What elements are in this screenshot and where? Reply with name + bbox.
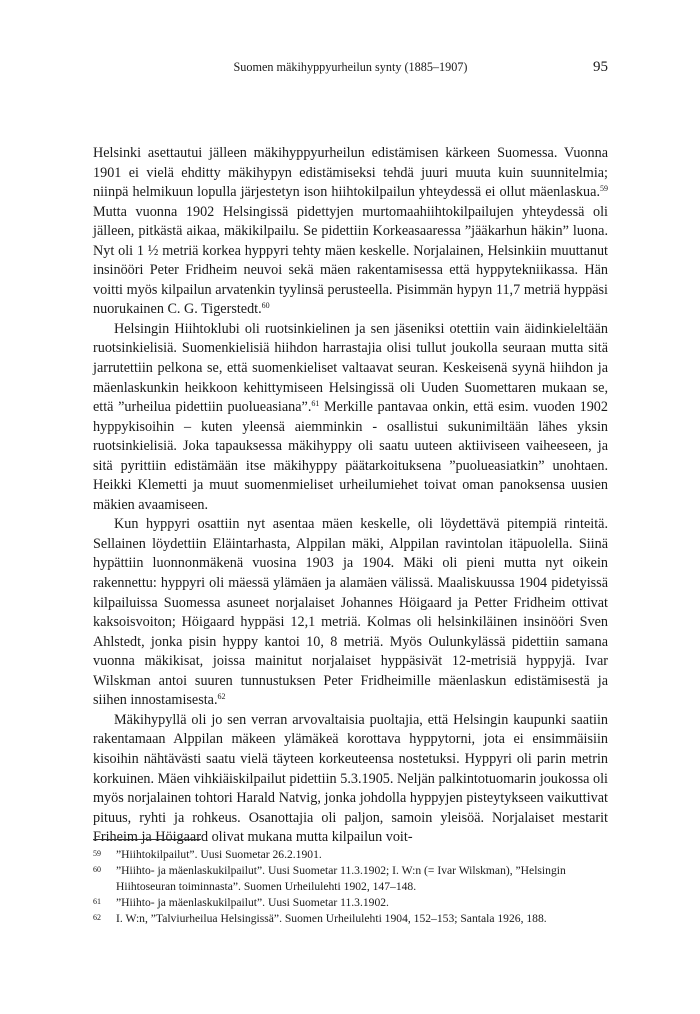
paragraph-text: Mäkihypyllä oli jo sen verran arvovaltaisia puoltajia, että Helsingin kaupunki saatiin rakentamaan Alppilan mäkeen ylämäkeä korottava hyppytorni, jota ei ensimmäisiin kisoihin nähtävästi saatu vielä täyteen korkeuteensa nostetuksi. Hyppyri oli parin metrin korkuinen. Mäen vihkiäiskilpailut pidettiin 5.3.1905. Neljän palkintotuomarin joukossa oli myös norjalainen tohtori Harald Natvig, jonka johdolla hyppyjen pisteytykseen vaikuttivat pituus, ryhti ja rohkeus. Osanottajia oli paljon, samoin yleisöä. Norjalaiset mestarit Friheim ja Höigaard olivat mukana mutta kilpailun voit-: [93, 711, 608, 846]
paragraph-text: Kun hyppyri osattiin nyt asentaa mäen keskelle, oli löydettävä pitempiä rinteitä. Sellainen löydettiin Eläintarhasta, Alppilan mäki, Alppilan ravintolan itäpuolella. Siinä hypättiin luonnonmäkenä vuosina 1903 ja 1904. Mäki oli pieni mutta nyt oikein rakennettu: hyppyri oli mäessä ylämäen ja alamäen välissä. Maaliskuussa 1904 pidetyissä kilpailuissa Suomessa asuneet norjalaiset Johannes Höigaard ja Petter Fridheim ottivat kaksoisvoiton; Höigaard hyppäsi 12,1 metriä. Kolmas oli helsinkiläinen insinööri Sven Ahlstedt, jonka pisin hyppy kantoi 10, 8 metriä. Myös Oulunkylässä pidettiin samana vuonna mäkikisat, joissa mainitut norjalaiset hyppäsivät 12-metrisiä hyppyjä. Ivar Wilskman antoi suuren tunnustuksen Peter Fridheimille mäenlaskun edistämisestä ja siihen innostamisesta.: [93, 516, 608, 709]
footnote-number: 61: [93, 897, 101, 906]
footnote-number: 60: [93, 865, 101, 874]
footnote-ref: 60: [261, 301, 270, 311]
footnote-number: 59: [93, 849, 101, 858]
footnote-text: I. W:n, ”Talviurheilua Helsingissä”. Suomen Urheilulehti 1904, 152–153; Santala 1926, 188.: [116, 912, 547, 925]
footnote: [93, 863, 608, 895]
paragraph-text: Merkille pantavaa onkin, että esim. vuoden 1902 hyppykisoihin – kuten yleensä aiemminkin - osallistui sukunimiltään lähes yksin ruotsinkielisiä. Joka tapauksessa mäkihyppy oli saatu uuteen aktiiviseen vaiheeseen, ja sitä pyrittiin edistämään itse mäkihyppy päätarkoituksena ”puolueasiatkin” unohtaen. Heikki Klemetti ja muut suomenmieliset urheilumiehet toivat oman panoksensa uusien mäkien avaamiseen.: [93, 399, 608, 513]
footnote-number: 62: [93, 913, 101, 922]
paragraph: [93, 515, 608, 710]
running-head: [93, 57, 608, 77]
footnote-ref: 62: [217, 692, 226, 702]
footnote-separator: [93, 839, 201, 840]
footnote: [93, 911, 608, 927]
body-text: [93, 144, 608, 848]
paragraph-text: Helsingin Hiihtoklubi oli ruotsinkielinen ja sen jäseniksi otettiin vain äidinkieleltään ruotsinkielisiä. Suomenkielisiä hiihdon harrastajia olisi tullut joukolla seuraan mutta sitä jarrutettiin pelkona se, että suomenkieliset valtaavat seuran. Keskeisenä syynä hiihdon ja mäenlaskunkin heikkoon kehittymiseen Helsingissä oli Uuden Suomettaren mukaan se, että ”urheilua pidettiin puolueasiana”.: [93, 320, 608, 416]
footnote-ref: 61: [311, 399, 320, 409]
footnote-text: ”Hiihto- ja mäenlaskukilpailut”. Uusi Suometar 11.3.1902; I. W:n (= Ivar Wilskman), ”Helsingin Hiihtoseuran toiminnasta”. Suomen Urheilulehti 1902, 147–148.: [116, 864, 566, 893]
footnote: [93, 847, 608, 863]
footnotes: [93, 847, 608, 927]
paragraph: [93, 320, 608, 515]
footnote-text: ”Hiihto- ja mäenlaskukilpailut”. Uusi Suometar 11.3.1902.: [116, 896, 389, 909]
paragraph-text: Mutta vuonna 1902 Helsingissä pidettyjen murtomaahiihtokilpailujen yhteydessä oli jälleen, pitkästä aikaa, mäkikilpailu. Se pidettiin Korkeasaaressa ”jääkarhun häkin” luona. Nyt oli 1 ½ metriä korkea hyppyri tehty mäen keskelle. Norjalainen, Helsinkiin muuttanut insinööri Peter Fridheim neuvoi sekä mäen rakentamisessa että hyppytekniikassa. Hän voitti myös kilpailun arvatenkin tyylinsä perusteella. Pisimmän hypyn 11,7 metriä hyppäsi nuorukainen C. G. Tigerstedt.: [93, 203, 608, 318]
running-title: Suomen mäkihyppyurheilun synty (1885–1907): [233, 60, 468, 74]
footnote-text: ”Hiihtokilpailut”. Uusi Suometar 26.2.1901.: [116, 848, 322, 861]
footnote-ref: 59: [600, 184, 608, 194]
paragraph-text: Helsinki asettautui jälleen mäkihyppyurheilun edistämisen kärkeen Suomessa. Vuonna 1901 ei vielä ehditty mäkihypyn edistämiseksi tehdä juuri muuta kuin suunnitelmia; niinpä helmikuun lopulla järjestetyn ison hiihtokilpailun yhteydessä ei ollut mäenlaskua.: [93, 145, 608, 201]
paragraph: [93, 711, 608, 848]
paragraph: [93, 144, 608, 320]
page-number: 95: [593, 59, 608, 75]
footnote: [93, 895, 608, 911]
